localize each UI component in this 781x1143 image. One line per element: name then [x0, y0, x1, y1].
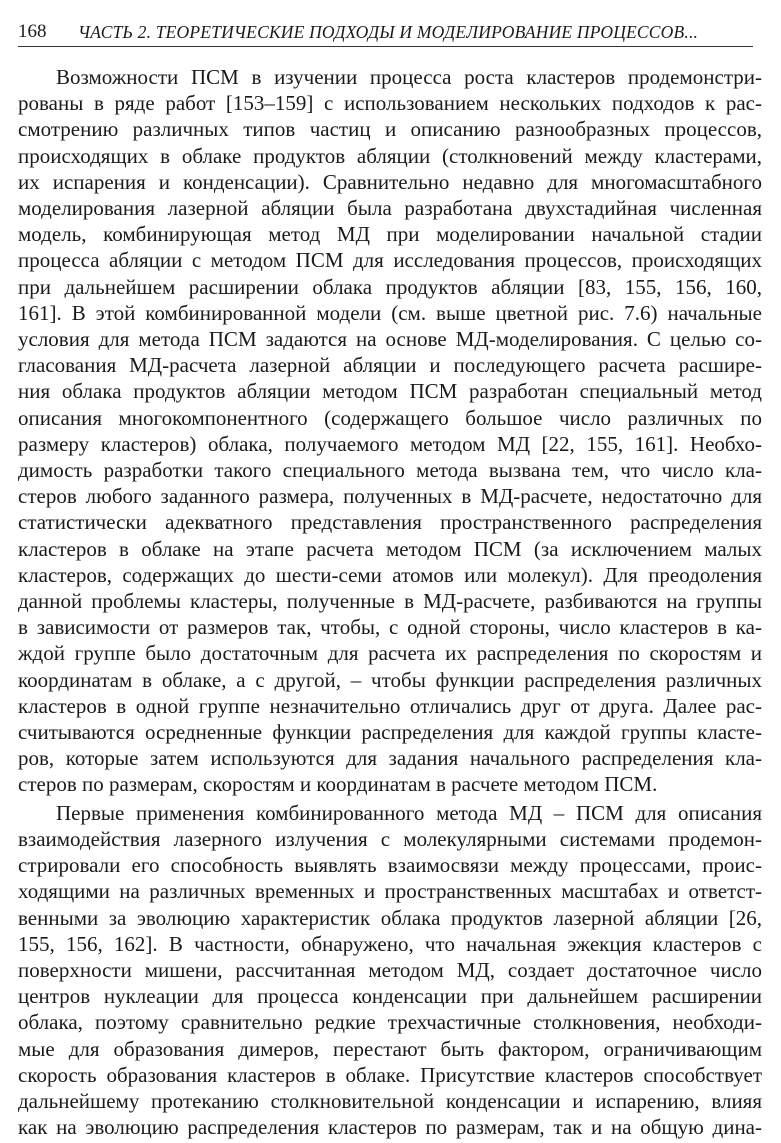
text-line: скорость образования кластеров в облаке. Присутствие кластеров способствует [18, 1062, 762, 1087]
text-line: как на эволюцию распределения кластеров по размерам, так и на общую дина- [18, 1115, 762, 1140]
text-line: моделирования лазерной абляции была разработана двухстадийная численная [18, 196, 762, 221]
text-line: взаимодействия лазерного излучения с молекулярными системами продемон- [18, 826, 762, 851]
text-line: облака, поэтому сравнительно редкие трехчастичные столкновения, необходи- [18, 1010, 762, 1035]
text-line: кластеров в облаке на этапе расчета методом ПСМ (за исключением малых [18, 536, 762, 561]
text-line: ждой группе было достаточным для расчета их распределения по скоростям и [18, 641, 762, 666]
text-line: условия для метода ПСМ задаются на основе МД-моделирования. С целью со- [18, 327, 762, 352]
text-line: стрировали его способность выявлять взаимосвязи между процессами, проис- [18, 853, 762, 878]
text-line: описания многокомпонентного (содержащего большое число различных по [18, 405, 762, 430]
text-line: 155, 156, 162]. В частности, обнаружено, что начальная эжекция кластеров с [18, 931, 762, 956]
paragraph-1 [18, 64, 762, 798]
page-number: 168 [18, 21, 47, 42]
text-line: 161]. В этой комбинированной модели (см. выше цветной рис. 7.6) начальные [18, 300, 762, 325]
text-line: их испарения и конденсации). Сравнительно недавно для многомасштабного [18, 169, 762, 194]
text-line: поверхности мишени, рассчитанная методом МД, создает достаточное число [18, 957, 762, 982]
text-line: процесса абляции с методом ПСМ для исследования процессов, происходящих [18, 248, 762, 273]
text-line: Возможности ПСМ в изучении процесса роста кластеров продемонстри- [56, 65, 762, 89]
text-line: венными за эволюцию характеристик облака продуктов лазерной абляции [26, [18, 905, 762, 930]
text-line: считываются осредненные функции распределения для каждой группы класте- [18, 720, 762, 745]
text-line: гласования МД-расчета лазерной абляции и последующего расчета расшире- [18, 353, 762, 378]
text-line: данной проблемы кластеры, полученные в МД-расчете, разбиваются на группы [18, 589, 762, 614]
running-title: ЧАСТЬ 2. ТЕОРЕТИЧЕСКИЕ ПОДХОДЫ И МОДЕЛИРОВАНИЕ ПРОЦЕССОВ... [78, 22, 699, 42]
text-line: рованы в ряде работ [153–159] с использованием нескольких подходов к рас- [18, 91, 762, 116]
text-line: смотрению различных типов частиц и описанию разнообразных процессов, [18, 117, 762, 142]
body-text [18, 64, 762, 1140]
text-line: при дальнейшем расширении облака продуктов абляции [83, 155, 156, 160, [18, 274, 762, 299]
text-line: димость разработки такого специального метода вызвана тем, что число кла- [18, 458, 762, 483]
paragraph-2 [18, 800, 762, 1141]
text-line: дальнейшему протеканию столкновительной конденсации и испарению, влияя [18, 1088, 762, 1113]
text-line: кластеров, содержащих до шести-семи атомов или молекул). Для преодоления [18, 562, 762, 587]
text-line: стеров по размерам, скоростям и координатам в расчете методом ПСМ. [18, 772, 658, 797]
text-line: модель, комбинирующая метод МД при моделировании начальной стадии [18, 222, 762, 247]
text-line: статистически адекватного представления пространственного распределения [18, 510, 762, 535]
text-line: координатам в облаке, а с другой, – чтобы функции распределения различных [18, 667, 762, 692]
text-line: ния облака продуктов абляции методом ПСМ разработан специальный метод [18, 379, 762, 404]
text-line: мые для образования димеров, перестают быть фактором, ограничивающим [18, 1036, 762, 1061]
text-line: размеру кластеров) облака, получаемого методом МД [22, 155, 161]. Необхо- [18, 431, 762, 456]
text-line: центров нуклеации для процесса конденсации при дальнейшем расширении [18, 984, 762, 1009]
text-line: происходящих в облаке продуктов абляции (столкновений между кластерами, [18, 143, 762, 168]
text-line: Первые применения комбинированного метода МД – ПСМ для описания [56, 800, 762, 825]
text-line: в зависимости от размеров так, чтобы, с одной стороны, число кластеров в ка- [18, 615, 762, 640]
text-line: стеров любого заданного размера, полученных в МД-расчете, недостаточно для [18, 484, 762, 509]
text-line: ходящими на различных временных и пространственных масштабах и ответст- [18, 879, 762, 904]
text-line: кластеров в одной группе незначительно отличались друг от друга. Далее рас- [18, 693, 762, 718]
text-line: ров, которые затем используются для задания начального распределения кла- [18, 746, 762, 771]
page-header [18, 18, 753, 47]
